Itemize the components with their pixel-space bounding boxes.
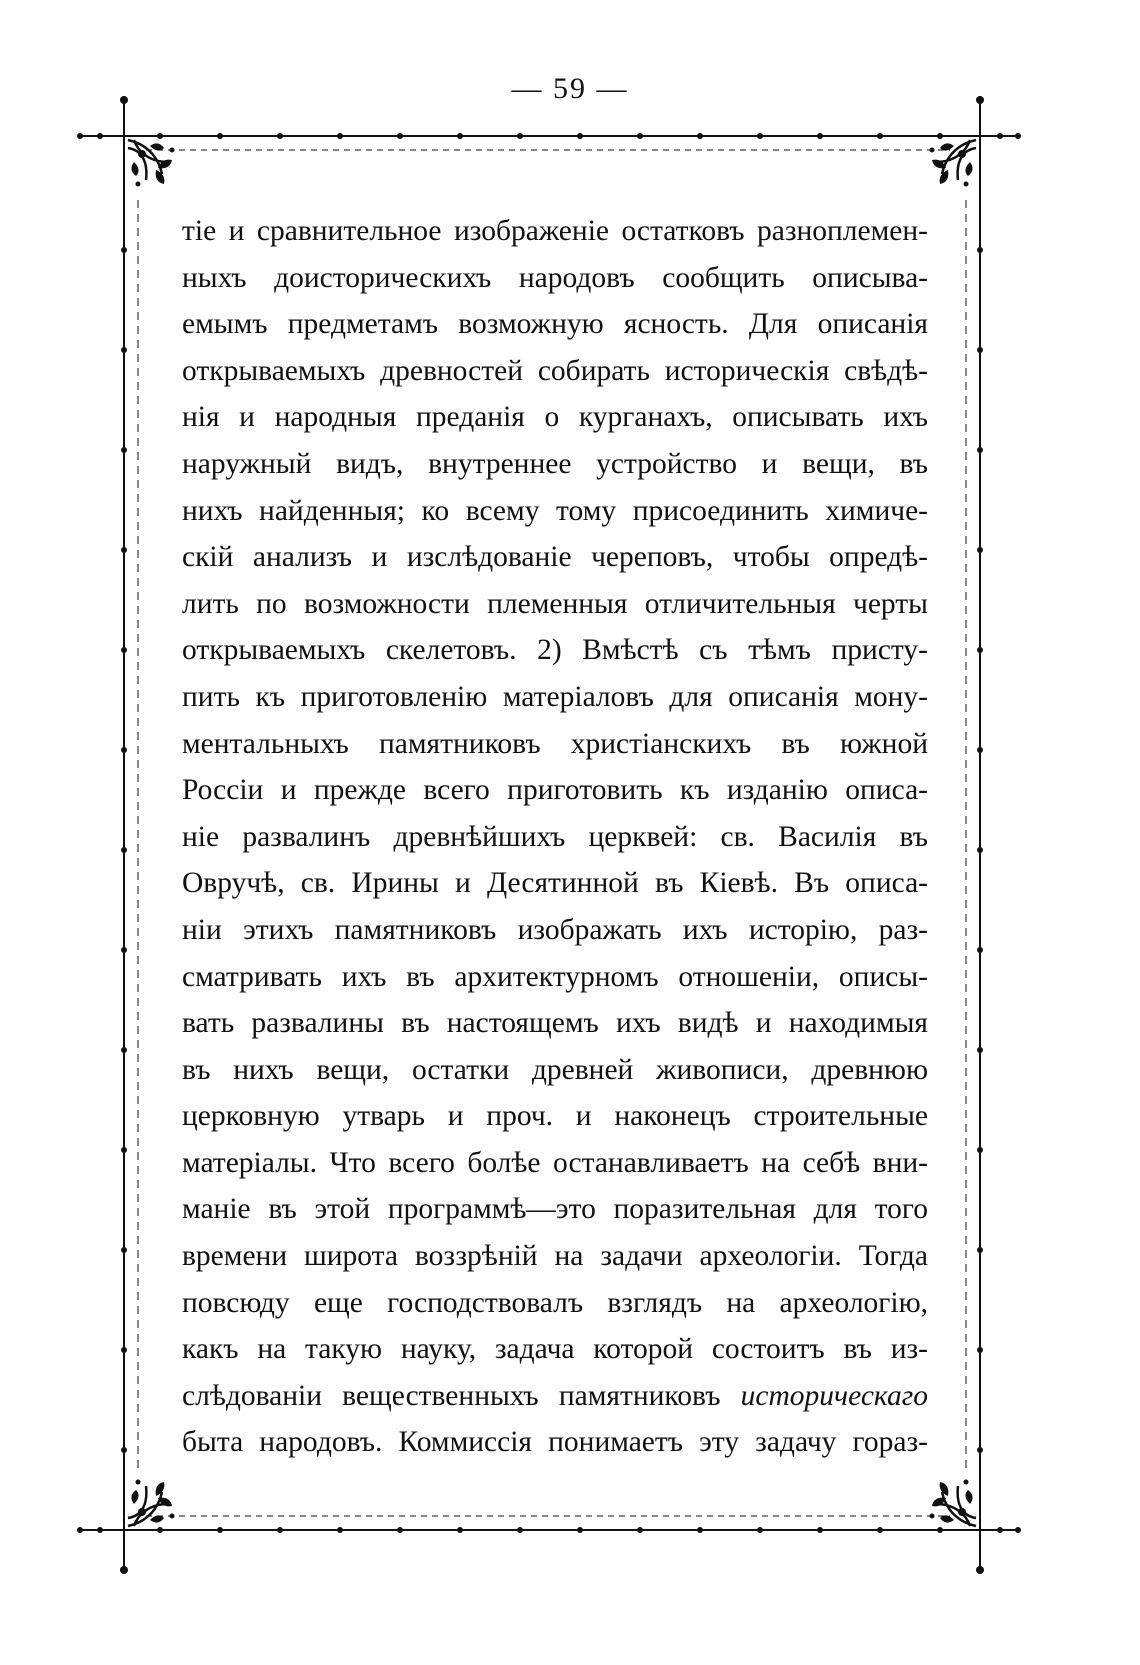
text-line: Россіи и прежде всего приготовить къ изданію описа- [182,774,928,807]
text-line: въ нихъ вещи, остатки древней живописи, древнюю [182,1053,928,1086]
text-line: нихъ найденныя; ко всему тому присоединить химиче- [182,494,928,527]
text-line: пить къ приготовленію матеріаловъ для описанія мону- [182,680,928,713]
text-line: емымъ предметамъ возможную ясность. Для описанія [182,308,928,341]
text-line: маніе въ этой программѣ—это поразительная для того [182,1193,928,1226]
text-line: вать развалины въ настоящемъ ихъ видѣ и находимыя [182,1007,928,1040]
body-text [182,208,928,1466]
text-line: быта народовъ. Коммиссія понимаетъ эту задачу гораз- [182,1426,928,1459]
text-line: времени широта воззрѣній на задачи археологіи. Тогда [182,1240,928,1273]
text-line: какъ на такую науку, задача которой состоитъ въ из- [182,1333,928,1366]
text-italic: историческаго [740,1379,928,1412]
page-number: — 59 — [511,72,629,105]
text-line: наружный видъ, внутреннее устройство и вещи, въ [182,447,928,480]
text-line: церковную утварь и проч. и наконецъ строительные [182,1100,928,1133]
text-line: ныхъ доисторическихъ народовъ сообщить описыва- [182,261,928,294]
text-line: матеріалы. Что всего болѣе останавливаетъ на себѣ вни- [182,1146,928,1179]
text-line: повсюду еще господствовалъ взглядъ на археологію, [182,1286,928,1319]
text-line: открываемыхъ скелетовъ. 2) Вмѣстѣ съ тѣмъ присту- [182,634,928,667]
text-regular: слѣдованіи вещественныхъ памятниковъ [182,1379,741,1412]
text-line: нія и народныя преданія о курганахъ, описывать ихъ [182,401,928,434]
text-line: сматривать ихъ въ архитектурномъ отношеніи, описы- [182,960,928,993]
text-line: ніи этихъ памятниковъ изображать ихъ исторію, раз- [182,913,928,946]
text-line: Овручѣ, св. Ирины и Десятинной въ Кіевѣ. Въ описа- [182,867,928,900]
text-line: тіе и сравнительное изображеніе остатковъ разноплемен- [182,215,928,247]
text-line: лить по возможности племенныя отличительныя черты [182,587,928,620]
text-line: открываемыхъ древностей собирать историческія свѣдѣ- [182,354,928,387]
text-line: ніе развалинъ древнѣйшихъ церквей: св. Василія въ [182,820,928,853]
text-line: скій анализъ и изслѣдованіе череповъ, чтобы опредѣ- [182,541,928,574]
text-line: ментальныхъ памятниковъ христіанскихъ въ южной [182,727,928,760]
text-line-mixed [182,1373,928,1420]
